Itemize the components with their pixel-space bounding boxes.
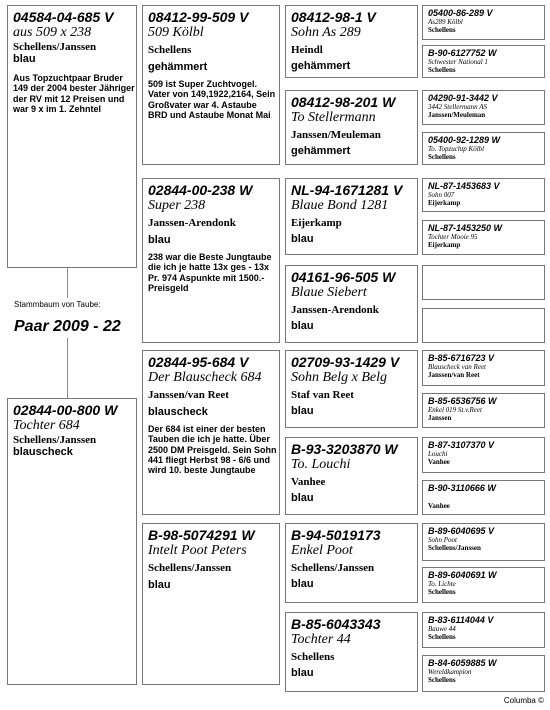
g4-name: To. Topzuchtp Kölbl: [428, 145, 485, 153]
g4-ring: B-85-6716723 V: [428, 353, 495, 363]
ancestor-g4-card[interactable]: [422, 90, 545, 125]
g4-breeder: Eijerkamp: [428, 199, 461, 207]
mm-ring: B-98-5074291 W: [148, 527, 255, 543]
mother-ring: 02844-00-800 W: [13, 402, 118, 418]
mfm-ring: B-93-3203870 W: [291, 441, 398, 457]
mmf-breeder: Schellens/Janssen: [291, 562, 375, 574]
g4-ring: B-84-6059885 W: [428, 658, 497, 668]
g4-name: Wereldkampion: [428, 668, 472, 676]
g4-name: To. Lichte: [428, 580, 456, 588]
g4-name: Louchi: [428, 450, 448, 458]
mmm-ring: B-85-6043343: [291, 616, 381, 632]
g4-name: Schwester National 1: [428, 58, 488, 66]
g4-ring: B-89-6040691 W: [428, 570, 497, 580]
g4-breeder: Schellens/Janssen: [428, 544, 481, 552]
fmm-name: Blaue Siebert: [291, 285, 367, 300]
pair-title: Paar 2009 - 22: [14, 318, 121, 335]
ancestor-g4-card[interactable]: [422, 655, 545, 692]
g4-breeder: Schellens: [428, 153, 456, 161]
fff-color: gehämmert: [291, 60, 351, 72]
mother-name: Tochter 684: [13, 418, 80, 433]
father-ring: 04584-04-685 V: [13, 9, 114, 25]
mm-name: Intelt Poot Peters: [148, 543, 247, 558]
mmm-name: Tochter 44: [291, 632, 351, 647]
g4-ring: 05400-92-1289 W: [428, 135, 501, 145]
fff-name: Sohn As 289: [291, 25, 361, 40]
fmm-breeder: Janssen-Arendonk: [291, 304, 379, 316]
ancestor-g4-card[interactable]: [422, 220, 545, 255]
g4-ring: B-87-3107370 V: [428, 440, 495, 450]
mother-card[interactable]: [7, 398, 137, 685]
ancestor-g4-card[interactable]: [422, 45, 545, 78]
mmf-color: blau: [291, 578, 314, 590]
grandfather-maternal-card[interactable]: [142, 350, 280, 515]
pedigree-label: Stammbaum von Taube:: [14, 300, 101, 309]
mf-breeder: Janssen/van Reet: [148, 389, 229, 401]
g4-name: Sohn 007: [428, 191, 455, 199]
ff-breeder: Schellens: [148, 44, 192, 56]
father-name: aus 509 x 238: [13, 25, 92, 40]
g4-ring: 04290-91-3442 V: [428, 93, 498, 103]
ancestor-mfm-card[interactable]: [285, 437, 418, 515]
ancestor-fmf-card[interactable]: [285, 178, 418, 255]
fm-breeder: Janssen-Arendonk: [148, 217, 236, 229]
g4-name: Enkel 019 St.v.Reet: [428, 406, 482, 414]
g4-ring: B-83-6114044 V: [428, 615, 494, 625]
g4-ring: B-89-6040695 V: [428, 526, 495, 536]
ancestor-g4-card[interactable]: [422, 265, 545, 300]
fm-ring: 02844-00-238 W: [148, 182, 253, 198]
mmm-color: blau: [291, 667, 314, 679]
father-card[interactable]: [7, 5, 137, 268]
g4-breeder: Schellens: [428, 676, 456, 684]
g4-ring: B-85-6536756 W: [428, 396, 497, 406]
mm-color: blau: [148, 579, 171, 591]
ancestor-g4-card[interactable]: [422, 437, 545, 473]
footer-copyright: Columba ©: [503, 696, 544, 705]
ancestor-mmf-card[interactable]: [285, 523, 418, 603]
ancestor-fff-card[interactable]: [285, 5, 418, 78]
g4-breeder: Eijerkamp: [428, 241, 461, 249]
mother-color: blauscheck: [13, 446, 73, 458]
fmf-breeder: Eijerkamp: [291, 217, 342, 229]
g4-breeder: Vanhee: [428, 502, 450, 510]
father-breeder: Schellens/Janssen: [13, 41, 97, 53]
ancestor-g4-card[interactable]: [422, 350, 545, 386]
ancestor-g4-card[interactable]: [422, 308, 545, 343]
connector-line: [67, 338, 68, 398]
ancestor-ffm-card[interactable]: [285, 90, 418, 165]
ff-ring: 08412-99-509 V: [148, 9, 249, 25]
mm-breeder: Schellens/Janssen: [148, 562, 232, 574]
fmf-name: Blaue Bond 1281: [291, 198, 389, 213]
fmm-color: blau: [291, 320, 314, 332]
grandmother-maternal-card[interactable]: [142, 523, 280, 685]
connector-line: [67, 268, 68, 298]
father-color: blau: [13, 53, 36, 65]
fmm-ring: 04161-96-505 W: [291, 269, 396, 285]
g4-ring: NL-87-1453683 V: [428, 181, 500, 191]
ancestor-mff-card[interactable]: [285, 350, 418, 428]
mff-color: blau: [291, 405, 314, 417]
mf-ring: 02844-95-684 V: [148, 354, 249, 370]
ff-name: 509 Kölbl: [148, 25, 204, 40]
ff-note: 509 ist Super Zuchtvogel. Vater von 149,1922,2164, Sein Großvater war 4. Astaube BRD und Astaube Monat Mai: [148, 79, 276, 121]
g4-ring: 05400-86-289 V: [428, 8, 493, 18]
ffm-name: To Stellermann: [291, 110, 376, 125]
g4-ring: NL-87-1453250 W: [428, 223, 503, 233]
ffm-breeder: Janssen/Meuleman: [291, 129, 381, 141]
fff-breeder: Heindl: [291, 44, 323, 56]
ancestor-g4-card[interactable]: [422, 480, 545, 515]
g4-name: Blauscheck van Reet: [428, 363, 486, 371]
ancestor-mmm-card[interactable]: [285, 612, 418, 692]
mf-note: Der 684 ist einer der besten Tauben die ich je hatte. Über 2500 DM Preisgeld. Sein Sohn 441 fliegt Herbst 98 - 6/6 und wird 10. beste Jungtaube: [148, 424, 277, 476]
mother-breeder: Schellens/Janssen: [13, 434, 97, 446]
ancestor-g4-card[interactable]: [422, 393, 545, 428]
mff-breeder: Staf van Reet: [291, 389, 354, 401]
ffm-ring: 08412-98-201 W: [291, 94, 396, 110]
g4-name: 3442 Stellermann AS: [428, 103, 487, 111]
ff-color: gehämmert: [148, 61, 208, 73]
mmf-name: Enkel Poot: [291, 543, 353, 558]
grandmother-paternal-card[interactable]: [142, 178, 280, 343]
grandfather-paternal-card[interactable]: [142, 5, 280, 165]
fff-ring: 08412-98-1 V: [291, 9, 376, 25]
ancestor-g4-card[interactable]: [422, 523, 545, 561]
g4-name: [428, 493, 544, 502]
fm-note: 238 war die Beste Jungtaube die ich je hatte 13x ges - 13x Pr. 974 Aspunkte mit 1500.- Preisgeld: [148, 252, 272, 294]
fmf-ring: NL-94-1671281 V: [291, 182, 403, 198]
fmf-color: blau: [291, 233, 314, 245]
g4-breeder: Schellens: [428, 633, 456, 641]
mfm-color: blau: [291, 492, 314, 504]
ancestor-fmm-card[interactable]: [285, 265, 418, 343]
ancestor-g4-card[interactable]: [422, 178, 545, 212]
mf-color: blauscheck: [148, 406, 208, 418]
g4-breeder: Vanhee: [428, 458, 450, 466]
g4-breeder: Schellens: [428, 588, 456, 596]
g4-ring: B-90-3110666 W: [428, 483, 496, 493]
ancestor-g4-card[interactable]: [422, 132, 545, 165]
ancestor-g4-card[interactable]: [422, 567, 545, 603]
g4-breeder: Janssen: [428, 414, 452, 422]
mmf-ring: B-94-5019173: [291, 527, 381, 543]
g4-name: Sohn Poot: [428, 536, 457, 544]
mff-ring: 02709-93-1429 V: [291, 354, 400, 370]
father-note: Aus Topzuchtpaar Bruder 149 der 2004 bester Jähriger der RV mit 12 Preisen und war 9 x im 1. Zehntel: [13, 73, 135, 115]
g4-breeder: Janssen/Meuleman: [428, 111, 486, 119]
g4-breeder: Schellens: [428, 66, 456, 74]
mff-name: Sohn Belg x Belg: [291, 370, 388, 385]
ffm-color: gehämmert: [291, 145, 351, 157]
g4-name: Bauwe 44: [428, 625, 456, 633]
mfm-breeder: Vanhee: [291, 476, 326, 488]
g4-name: Tochter Mooie 95: [428, 233, 478, 241]
mf-name: Der Blauscheck 684: [148, 370, 262, 385]
ancestor-g4-card[interactable]: [422, 612, 545, 648]
fm-color: blau: [148, 234, 171, 246]
g4-ring: B-90-6127752 W: [428, 48, 497, 58]
ancestor-g4-card[interactable]: [422, 5, 545, 40]
g4-name: As289 Kölbl: [428, 18, 463, 26]
g4-breeder: Janssen/van Reet: [428, 371, 480, 379]
fm-name: Super 238: [148, 198, 206, 213]
mfm-name: To. Louchi: [291, 457, 351, 472]
g4-breeder: Schellens: [428, 26, 456, 34]
mmm-breeder: Schellens: [291, 651, 335, 663]
